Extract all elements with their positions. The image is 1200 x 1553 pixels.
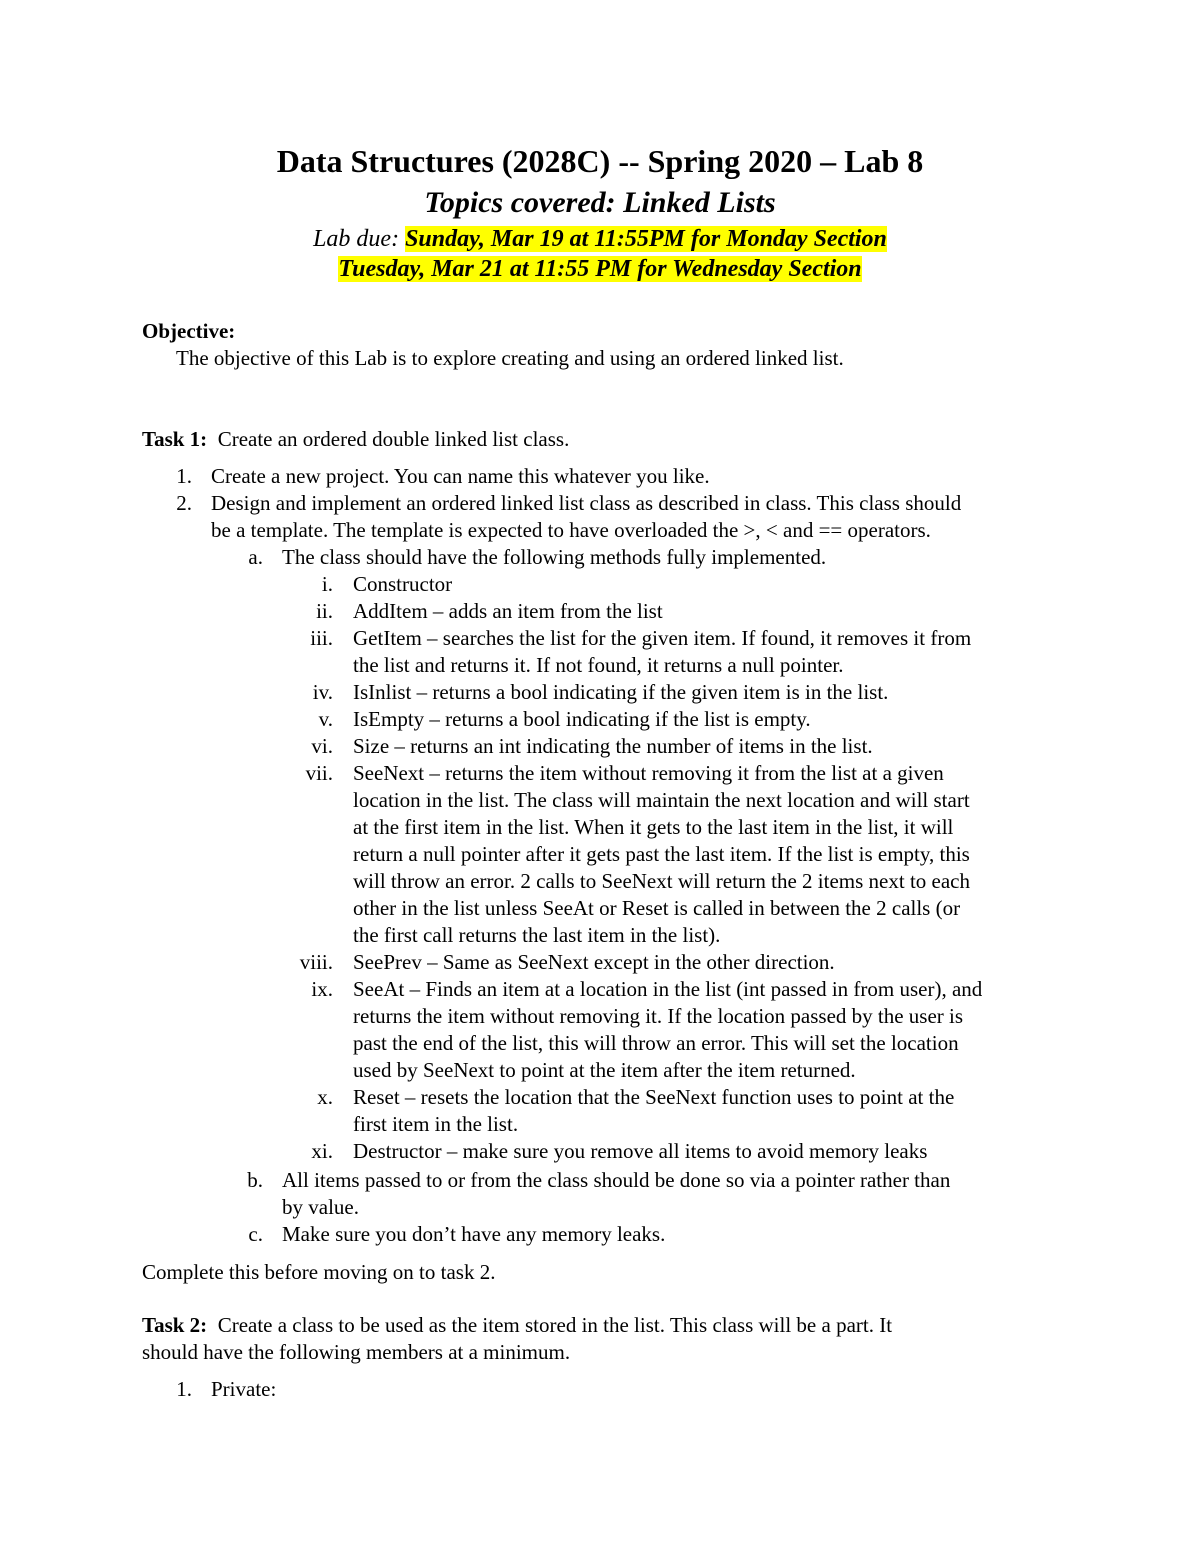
task1-step2-line1: Design and implement an ordered linked list class as described in class. This class should (211, 491, 962, 515)
method-marker: iii. (310, 626, 333, 650)
method-item-line: the list and returns it. If not found, it returns a null pointer. (353, 653, 844, 677)
task1-item-c: Make sure you don’t have any memory leaks. (282, 1222, 666, 1246)
method-item-line: GetItem – searches the list for the given item. If found, it removes it from (353, 626, 972, 650)
objective-heading: Objective: (142, 319, 236, 343)
task2-text: Create a class to be used as the item stored in the list. This class will be a part. It (217, 1313, 893, 1337)
method-item-line: used by SeeNext to point at the item after the item returned. (353, 1058, 856, 1082)
method-marker: i. (321, 572, 333, 596)
task1-heading: Task 1: (142, 427, 208, 451)
method-item-line: returns the item without removing it. If the location passed by the user is (353, 1004, 964, 1028)
method-marker: iv. (312, 680, 333, 704)
method-item-line: will throw an error. 2 calls to SeeNext will return the 2 items next to each (353, 869, 970, 893)
due-line-wednesday (0, 256, 1200, 283)
method-item-line: IsEmpty – returns a bool indicating if the list is empty. (353, 707, 811, 731)
task1-item-b-line2: by value. (282, 1195, 359, 1219)
task2-heading: Task 2: (142, 1313, 208, 1337)
method-item-line: the first call returns the last item in the list). (353, 923, 721, 947)
method-marker: x. (317, 1085, 333, 1109)
method-item-line: location in the list. The class will maintain the next location and will start (353, 788, 970, 812)
method-marker: ix. (311, 977, 333, 1001)
due-line-monday (0, 226, 1200, 253)
method-item-line: AddItem – adds an item from the list (353, 599, 663, 623)
document-subtitle: Topics covered: Linked Lists (424, 186, 776, 219)
list-marker: 1. (176, 464, 192, 488)
method-marker: vi. (311, 734, 333, 758)
document-title: Data Structures (2028C) -- Spring 2020 – Lab 8 (276, 143, 924, 179)
method-item-line: past the end of the list, this will throw an error. This will set the location (353, 1031, 959, 1055)
list-marker: b. (247, 1168, 263, 1192)
task2-step1: Private: (211, 1377, 277, 1401)
method-item-line: first item in the list. (353, 1112, 519, 1136)
method-marker: v. (318, 707, 333, 731)
method-item-line: IsInlist – returns a bool indicating if the given item is in the list. (353, 680, 889, 704)
due-monday-highlight: Sunday, Mar 19 at 11:55PM for Monday Section (405, 226, 887, 252)
method-item-line: Reset – resets the location that the SeeNext function uses to point at the (353, 1085, 955, 1109)
method-item-line: SeePrev – Same as SeeNext except in the other direction. (353, 950, 835, 974)
method-item-line: at the first item in the list. When it gets to the last item in the list, it will (353, 815, 954, 839)
task2-line2: should have the following members at a minimum. (142, 1340, 571, 1364)
due-wednesday-highlight: Tuesday, Mar 21 at 11:55 PM for Wednesday Section (338, 256, 862, 282)
method-marker: ii. (316, 599, 333, 623)
method-item-line: Destructor – make sure you remove all items to avoid memory leaks (353, 1139, 928, 1163)
task1-item-b-line1: All items passed to or from the class should be done so via a pointer rather than (282, 1168, 951, 1192)
method-marker: viii. (299, 950, 333, 974)
method-item-line: SeeNext – returns the item without removing it from the list at a given (353, 761, 944, 785)
method-item-line: Size – returns an int indicating the number of items in the list. (353, 734, 873, 758)
objective-text: The objective of this Lab is to explore creating and using an ordered linked list. (176, 346, 844, 370)
task1-line (142, 426, 569, 453)
method-marker: xi. (311, 1139, 333, 1163)
task1-step1: Create a new project. You can name this whatever you like. (211, 464, 710, 488)
task2-line1 (142, 1312, 892, 1339)
list-marker: c. (248, 1222, 263, 1246)
list-marker: 1. (176, 1377, 192, 1401)
task1-text: Create an ordered double linked list class. (217, 427, 570, 451)
method-item-line: Constructor (353, 572, 453, 596)
method-item-line: other in the list unless SeeAt or Reset is called in between the 2 calls (or (353, 896, 961, 920)
task1-complete-note: Complete this before moving on to task 2. (142, 1260, 496, 1284)
task1-item-a: The class should have the following methods fully implemented. (282, 545, 827, 569)
method-item-line: SeeAt – Finds an item at a location in the list (int passed in from user), and (353, 977, 983, 1001)
list-marker: a. (248, 545, 263, 569)
task1-step2-line2: be a template. The template is expected to have overloaded the >, < and == operators. (211, 518, 931, 542)
list-marker: 2. (176, 491, 192, 515)
method-item-line: return a null pointer after it gets past the last item. If the list is empty, this (353, 842, 970, 866)
due-label: Lab due: (313, 226, 406, 252)
method-marker: vii. (305, 761, 333, 785)
